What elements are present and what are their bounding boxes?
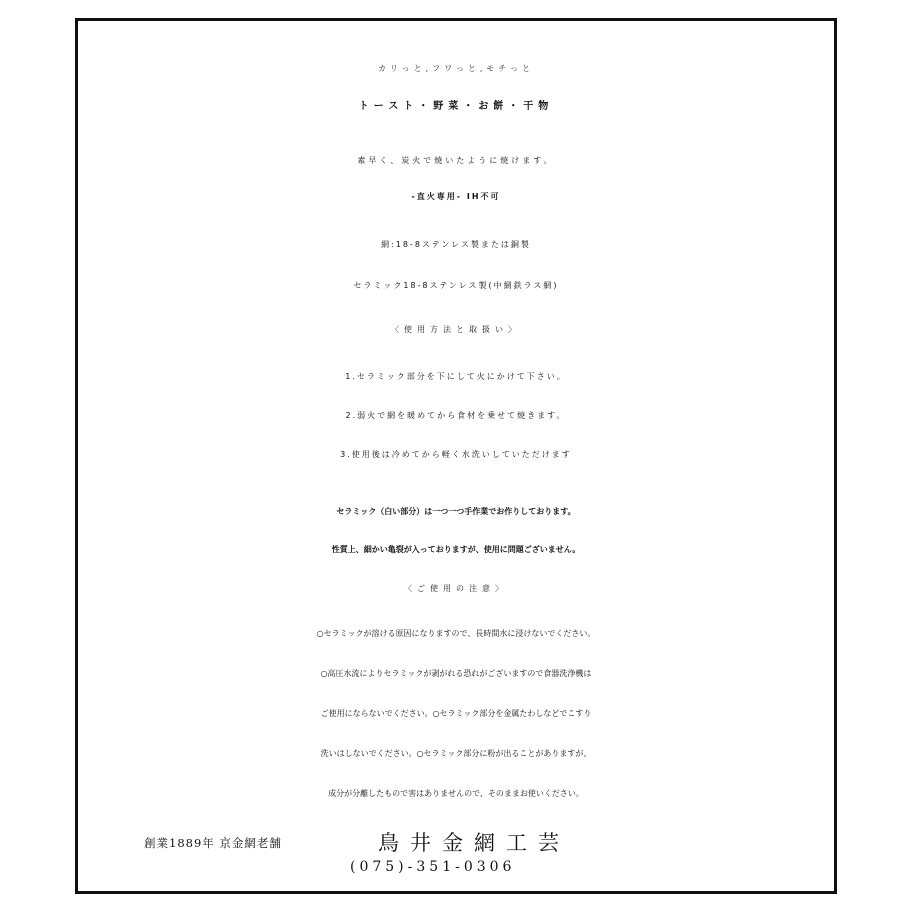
caution-line: ○セラミックが溶ける原因になりますので、長時間水に浸けないでください。: [316, 629, 596, 638]
company-footer: [140, 825, 700, 885]
usage-heading: 〈使用方法と取扱い〉: [391, 325, 521, 334]
material-net: 網:18-8ステンレス製または銅製: [381, 240, 531, 249]
caution-line: ご使用にならないでください。○セラミック部分を金属たわしなどでこすり: [320, 709, 592, 718]
product-label-card: [75, 18, 837, 894]
phone-number: (075)-351-0306: [350, 859, 516, 875]
usage-step: 2.弱火で網を暖めてから食材を乗せて焼きます。: [345, 411, 567, 420]
caution-heading: 〈ご使用の注意〉: [404, 584, 508, 593]
caution-line: 成分が分離したもので害はありませんので、そのままお使いください。: [328, 789, 584, 798]
company-name: 鳥井金網工芸: [378, 831, 570, 855]
direct-fire-notice: -直火専用- IH不可: [411, 192, 501, 201]
caution-line: ○高圧水流によりセラミックが剥がれる恐れがございますので食器洗浄機は: [320, 669, 592, 678]
usage-step: 1.セラミック部分を下にして火にかけて下さい。: [345, 372, 567, 381]
product-title: トースト・野菜・お餅・干物: [358, 101, 554, 112]
product-tagline: 素早く、炭火で焼いたように焼けます。: [357, 156, 555, 165]
handmade-note: セラミック（白い部分）は一つ一つ手作業でお作りしております。: [336, 507, 576, 516]
material-ceramic: セラミック18-8ステンレス製(中網鉄ラス網): [353, 281, 559, 290]
handmade-note: 性質上、細かい亀裂が入っておりますが、使用に問題ございません。: [331, 545, 581, 554]
usage-step: 3.使用後は冷めてから軽く水洗いしていただけます: [340, 450, 572, 459]
product-subtitle: カリっと,フワっと,モチっと: [377, 64, 535, 73]
founded-text: 創業1889年 京金網老舗: [144, 836, 282, 850]
caution-line: 洗いはしないでください。○セラミック部分に粉が出ることがありますが、: [320, 749, 592, 758]
